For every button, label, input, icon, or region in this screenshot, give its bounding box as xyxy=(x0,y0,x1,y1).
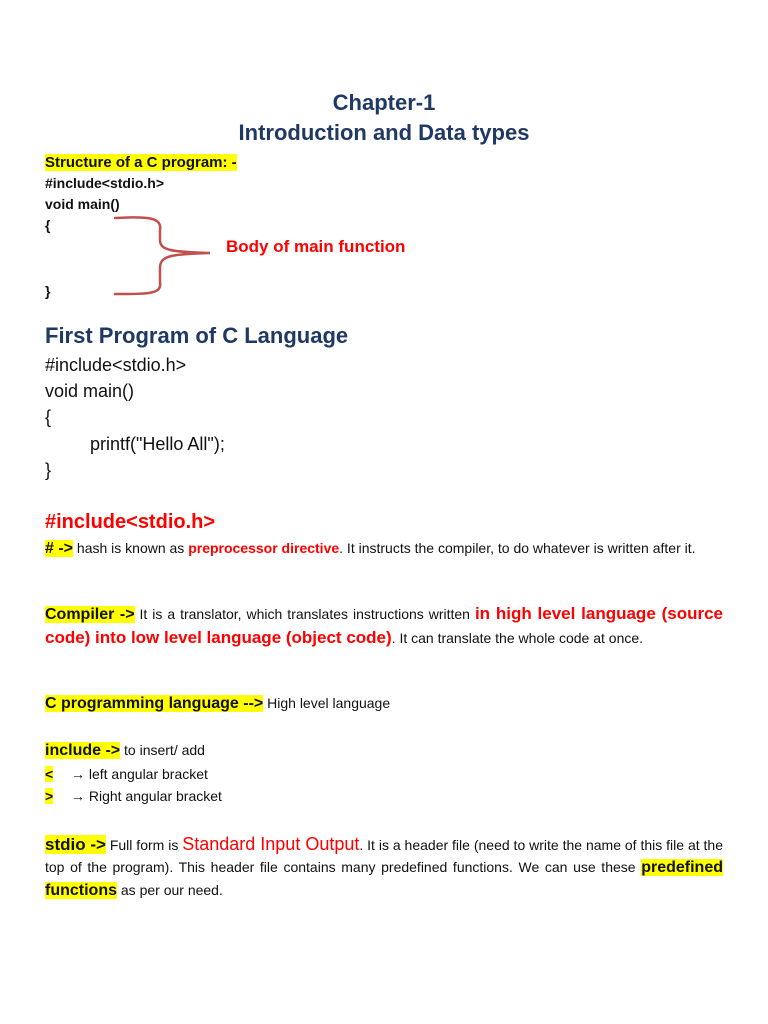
right-arrow-icon: → xyxy=(70,766,85,782)
program-line-printf: printf("Hello All"); xyxy=(90,434,225,454)
first-program-heading: First Program of C Language xyxy=(45,323,349,348)
structure-line-main: void main() xyxy=(45,196,120,212)
stdio-paragraph: stdio -> Full form is Standard Input Output. It is a header file (need to write the name of this file at the top of the program). This header file contains many predefined functions. We can use these predefined functions as per our need. xyxy=(45,834,723,899)
curly-brace-graphic xyxy=(110,210,220,300)
program-line-close-brace: } xyxy=(45,460,52,480)
gt-row: > → Right angular bracket xyxy=(45,788,222,804)
structure-line-open-brace: { xyxy=(45,217,51,233)
include-heading: #include<stdio.h> xyxy=(45,511,216,533)
program-line-open-brace: { xyxy=(45,407,52,427)
include-definition: include -> to insert/ add xyxy=(45,742,205,759)
c-language-paragraph: C programming language --> High level language xyxy=(45,695,391,712)
hash-paragraph: # -> hash is known as preprocessor directive. It instructs the compiler, to do whatever is written after it. xyxy=(45,540,696,557)
program-line-include: #include<stdio.h> xyxy=(45,355,187,375)
program-line-main: void main() xyxy=(45,381,135,401)
right-arrow-icon: → xyxy=(70,788,85,804)
brace-label: Body of main function xyxy=(226,237,406,256)
structure-line-close-brace: } xyxy=(45,283,51,299)
chapter-title: Chapter-1 xyxy=(332,90,436,115)
lt-row: < → left angular bracket xyxy=(45,766,208,782)
chapter-subtitle: Introduction and Data types xyxy=(238,120,530,145)
structure-heading: Structure of a C program: - xyxy=(45,154,237,171)
compiler-paragraph: Compiler -> It is a translator, which translates instructions written in high level language (source code) into low level language (object code). It can translate the whole code at once. xyxy=(45,604,723,647)
structure-line-include: #include<stdio.h> xyxy=(45,175,165,191)
